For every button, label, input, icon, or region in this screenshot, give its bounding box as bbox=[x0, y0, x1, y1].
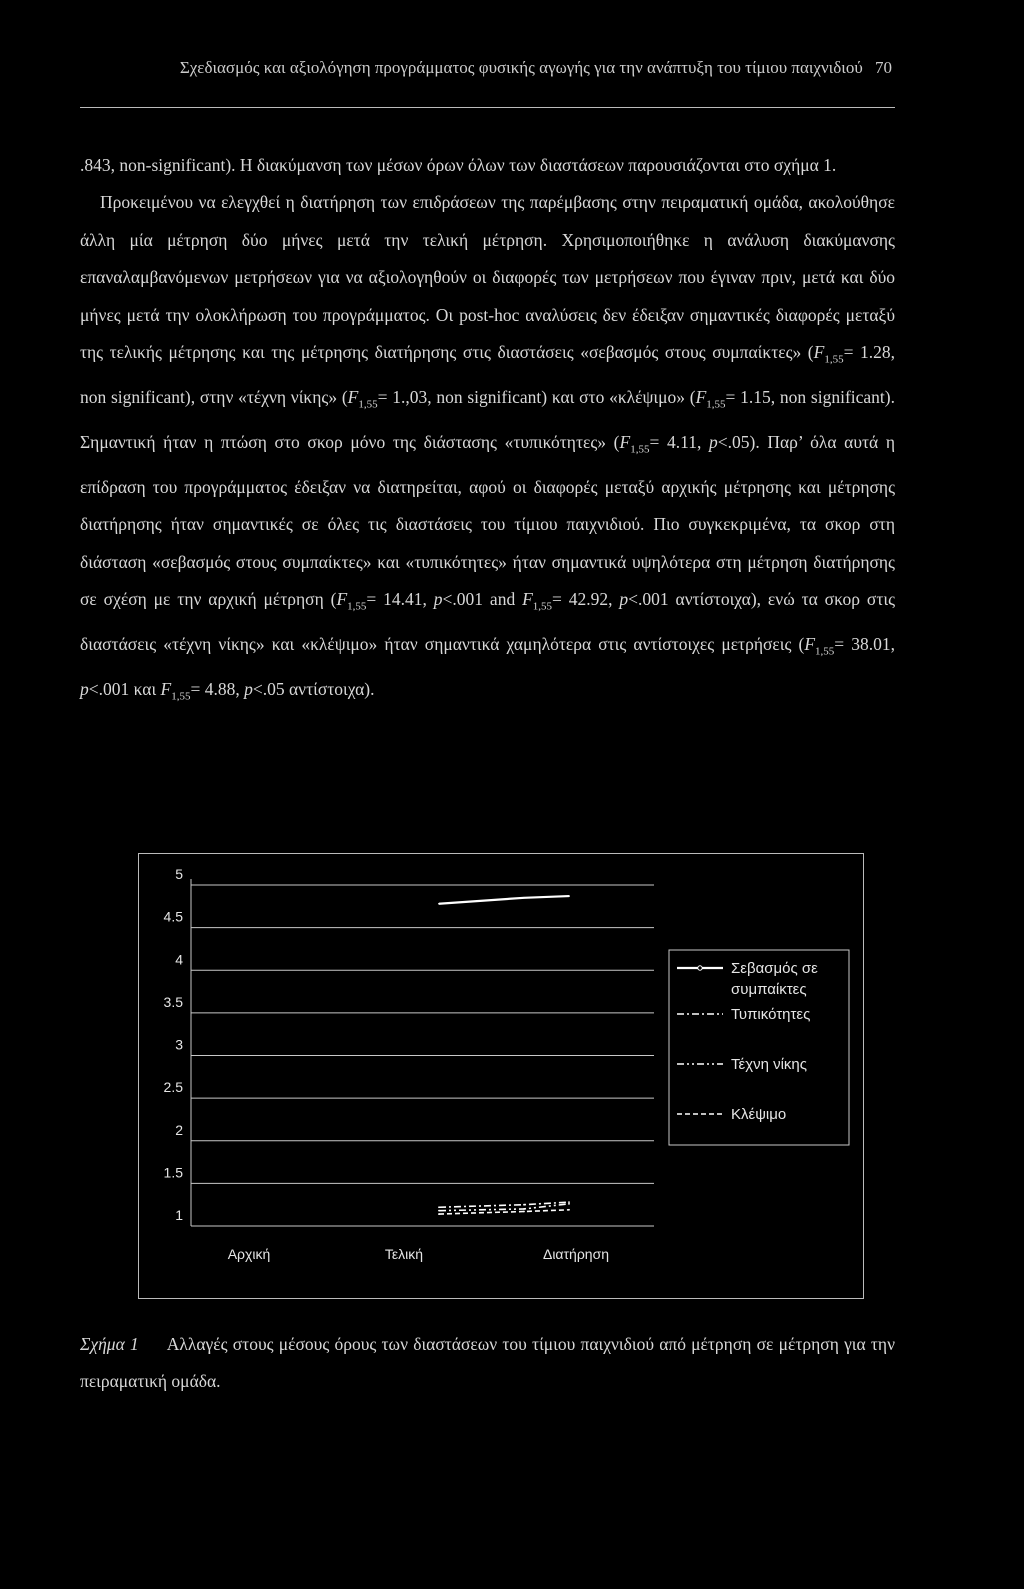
running-header bbox=[80, 54, 892, 81]
series-line bbox=[439, 1210, 569, 1214]
data-point bbox=[438, 1206, 440, 1208]
caption-text: Αλλαγές στους μέσους όρους των διαστάσεων του τίμιου παιχνιδιού από μέτρηση σε μέτρηση για την πειραματική ομάδα. bbox=[80, 1334, 895, 1392]
data-point bbox=[438, 1210, 440, 1212]
y-tick-label: 4 bbox=[175, 951, 183, 968]
data-point bbox=[523, 1211, 525, 1213]
data-point bbox=[438, 903, 440, 905]
y-tick-label: 2 bbox=[175, 1121, 183, 1138]
line-chart-svg bbox=[139, 854, 865, 1300]
data-point bbox=[523, 1204, 525, 1206]
data-point bbox=[568, 895, 570, 897]
x-tick-label: Αρχική bbox=[227, 1246, 271, 1262]
body-text bbox=[80, 147, 895, 716]
legend-label: Σεβασμός σε bbox=[731, 960, 818, 977]
data-point bbox=[523, 1208, 525, 1210]
legend-label: Τέχνη νίκης bbox=[731, 1056, 807, 1073]
paragraph-2: Προκειμένου να ελεγχθεί η διατήρηση των επιδράσεων της παρέμβασης στην πειραματική ομάδα, ακολούθησε άλλη μία μέτρηση δύο μήνες μετά την τελική μέτρηση. Χρησιμοποιήθηκε η ανάλυση διακύμανσης επαναλαμβανόμενων μετρήσεων για να αξιολογηθούν οι διαφορές των μετρήσεων που έγιναν πριν, μετά και δύο μήνες μετά την ολοκλήρωση του προγράμματος. Οι post-hoc αναλύσεις δεν έδειξαν σημαντικές διαφορές μεταξύ της τελικής μέτρησης και της μέτρησης διατήρησης στις διαστάσεις «σεβασμός στους συμπαίκτες» ($F_{1,55}= 1.28$, non significant), στην «τέχνη νίκης» ($F_{1,55}= 1.,03$, non significant) και στο «κλέψιμο» ($F_{1,55}= 1.15$, non significant). Σημαντική ήταν η πτώση στο σκορ μόνο της διάστασης «τυπικότητες» ($F_{1,55}= 4.11$, p<.05). Παρ’ όλα αυτά η επίδραση του προγράμματος έδειξαν να διατηρείται, αφού οι διαφορές μεταξύ αρχικής μέτρησης και μέτρησης διατήρησης ήταν σημαντικές σε όλες τις διαστάσεις του τίμιου παιχνιδιού. Πιο συγκεκριμένα, τα σκορ στη διάσταση «σεβασμός στους συμπαίκτες» και «τυπικότητες» ήταν σημαντικά υψηλότερα στη μέτρηση διατήρησης σε σχέση με την αρχική μέτρηση ($F_{1,55}= 14.41$, p<.001 and $F_{1,55}= 42.92$, p<.001 αντίστοιχα), ενώ τα σκορ στις διαστάσεις «τέχνη νίκης» και «κλέψιμο» ήταν σημαντικά χαμηλότερα στις αντίστοιχες μετρήσεις ($F_{1,55}= 38.01$, p<.001 και $F_{1,55}= 4.88$, p<.05 αντίστοιχα). bbox=[80, 192, 896, 703]
y-tick-label: 1 bbox=[175, 1207, 183, 1223]
header-rule bbox=[80, 107, 895, 108]
data-point bbox=[523, 897, 525, 899]
legend-marker bbox=[698, 966, 702, 970]
data-point bbox=[568, 1201, 570, 1203]
legend-label: συμπαίκτες bbox=[731, 981, 807, 998]
data-point bbox=[568, 1209, 570, 1211]
y-tick-label: 4.5 bbox=[163, 908, 183, 925]
legend-label: Τυπικότητες bbox=[731, 1006, 811, 1023]
figure-caption bbox=[80, 1326, 895, 1401]
page-number: 70 bbox=[875, 58, 892, 77]
header-title: Σχεδιασμός και αξιολόγηση προγράμματος φυσικής αγωγής για την ανάπτυξη του τίμιου παιχνιδιού bbox=[179, 58, 863, 77]
data-point bbox=[438, 1213, 440, 1215]
series-line bbox=[439, 896, 569, 904]
x-tick-label: Τελική bbox=[384, 1246, 424, 1262]
y-tick-label: 3.5 bbox=[163, 993, 183, 1010]
caption-label: Σχήμα 1 bbox=[80, 1334, 139, 1354]
data-point bbox=[568, 1203, 570, 1205]
y-tick-label: 2.5 bbox=[163, 1079, 183, 1096]
y-tick-label: 5 bbox=[175, 866, 183, 882]
x-tick-label: Διατήρηση bbox=[542, 1246, 610, 1262]
figure-1-chart bbox=[138, 853, 864, 1299]
legend-label: Κλέψιμο bbox=[731, 1106, 787, 1123]
paragraph-1: .843, non-significant). Η διακύμανση των μέσων όρων όλων των διαστάσεων παρουσιάζονται στο σχήμα 1. bbox=[80, 155, 837, 175]
y-tick-label: 3 bbox=[175, 1036, 183, 1053]
y-tick-label: 1.5 bbox=[163, 1164, 183, 1181]
